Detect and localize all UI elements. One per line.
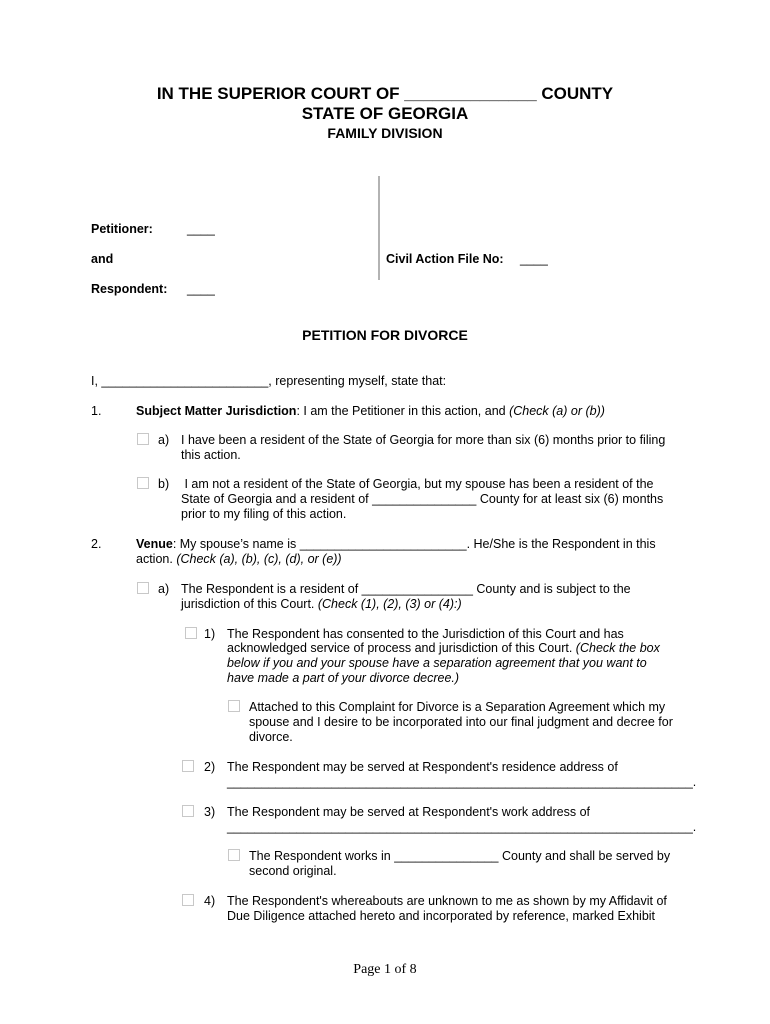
option-2a-1-line: below if you and your spouse have a separation agreement that you want to	[227, 656, 647, 670]
petitioner-field[interactable]: ____	[187, 222, 215, 236]
section-2-line	[136, 537, 656, 552]
checkbox-separation-agreement[interactable]	[228, 700, 240, 712]
and-label: and	[91, 252, 114, 266]
checkbox-2a-2[interactable]	[182, 760, 194, 772]
option-2a-1-line: have made a part of your divorce decree.)	[227, 671, 460, 685]
checkbox-works-in-county[interactable]	[228, 849, 240, 861]
checkbox-2a-1[interactable]	[185, 627, 197, 639]
option-2a-4-number: 4)	[204, 894, 216, 908]
works-in-county-line: second original.	[249, 864, 337, 878]
document-title: PETITION FOR DIVORCE	[302, 327, 468, 343]
residence-address-field[interactable]: ___________________________________________________________________.	[227, 775, 697, 789]
option-1b-line: prior to my filing of this action.	[181, 507, 347, 521]
division-heading: FAMILY DIVISION	[327, 125, 443, 141]
works-in-county-line: The Respondent works in _______________ County and shall be served by	[249, 849, 671, 863]
option-2a-4-line: The Respondent's whereabouts are unknown to me as shown by my Affidavit of	[227, 894, 667, 908]
section-1-line	[136, 404, 605, 419]
option-1a-letter: a)	[158, 433, 170, 447]
section-2-number: 2.	[91, 537, 102, 551]
section-1-text: : I am the Petitioner in this action, and	[296, 404, 510, 418]
civil-action-label: Civil Action File No:	[386, 252, 504, 266]
respondent-label: Respondent:	[91, 282, 168, 296]
work-address-field[interactable]: ___________________________________________________________________.	[227, 820, 697, 834]
option-2a-4-line: Due Diligence attached hereto and incorporated by reference, marked Exhibit	[227, 909, 656, 923]
option-2a-letter: a)	[158, 582, 170, 596]
option-1b-line: I am not a resident of the State of Georgia, but my spouse has been a resident of the	[181, 477, 654, 491]
page-number: Page 1 of 8	[353, 962, 417, 977]
court-heading: IN THE SUPERIOR COURT OF ______________ COUNTY	[156, 84, 614, 103]
option-2a-3-line: The Respondent may be served at Respondent's work address of	[227, 805, 591, 819]
option-2a-1-text: acknowledged service of process and jurisdiction of this Court.	[227, 641, 576, 655]
checkbox-2a[interactable]	[137, 582, 149, 594]
option-2a-1-instruction: (Check the box	[575, 641, 660, 655]
separation-agreement-line: Attached to this Complaint for Divorce is a Separation Agreement which my	[249, 700, 666, 714]
section-2-text: action.	[136, 552, 177, 566]
option-2a-line: The Respondent is a resident of ________________ County and is subject to the	[181, 582, 631, 596]
section-2-heading: Venue	[136, 537, 173, 551]
caption-divider	[378, 176, 380, 280]
civil-action-field[interactable]: ____	[520, 252, 548, 266]
checkbox-2a-4[interactable]	[182, 894, 194, 906]
option-1b-letter: b)	[158, 477, 170, 491]
checkbox-1a[interactable]	[137, 433, 149, 445]
section-1-instruction: (Check (a) or (b))	[509, 404, 605, 418]
section-1-heading: Subject Matter Jurisdiction	[136, 404, 297, 418]
option-2a-1-number: 1)	[204, 627, 216, 641]
option-1a-line: I have been a resident of the State of Georgia for more than six (6) months prior to filing	[181, 433, 666, 447]
intro-line: I, ________________________, representing myself, state that:	[91, 374, 447, 388]
option-1a-line: this action.	[181, 448, 241, 462]
checkbox-1b[interactable]	[137, 477, 149, 489]
option-2a-instruction: (Check (1), (2), (3) or (4):)	[317, 597, 462, 611]
petitioner-label: Petitioner:	[91, 222, 153, 236]
option-2a-2-number: 2)	[204, 760, 216, 774]
section-1-number: 1.	[91, 404, 102, 418]
option-2a-2-line: The Respondent may be served at Respondent's residence address of	[227, 760, 618, 774]
section-2-line	[136, 552, 342, 567]
section-2-instruction: (Check (a), (b), (c), (d), or (e))	[176, 552, 342, 566]
option-2a-1-line: The Respondent has consented to the Jurisdiction of this Court and has	[227, 627, 624, 641]
separation-agreement-line: spouse and I desire to be incorporated into our final judgment and decree for	[249, 715, 673, 729]
option-1b-line: State of Georgia and a resident of _______________ County for at least six (6) months	[181, 492, 664, 506]
separation-agreement-line: divorce.	[249, 730, 293, 744]
option-2a-text: jurisdiction of this Court.	[181, 597, 318, 611]
section-2-text: : My spouse’s name is ________________________. He/She is the Respondent in this	[172, 537, 656, 551]
checkbox-2a-3[interactable]	[182, 805, 194, 817]
respondent-field[interactable]: ____	[187, 282, 215, 296]
option-2a-3-number: 3)	[204, 805, 216, 819]
state-heading: STATE OF GEORGIA	[301, 104, 469, 123]
option-2a-1-line	[227, 641, 660, 656]
option-2a-line	[181, 597, 462, 612]
